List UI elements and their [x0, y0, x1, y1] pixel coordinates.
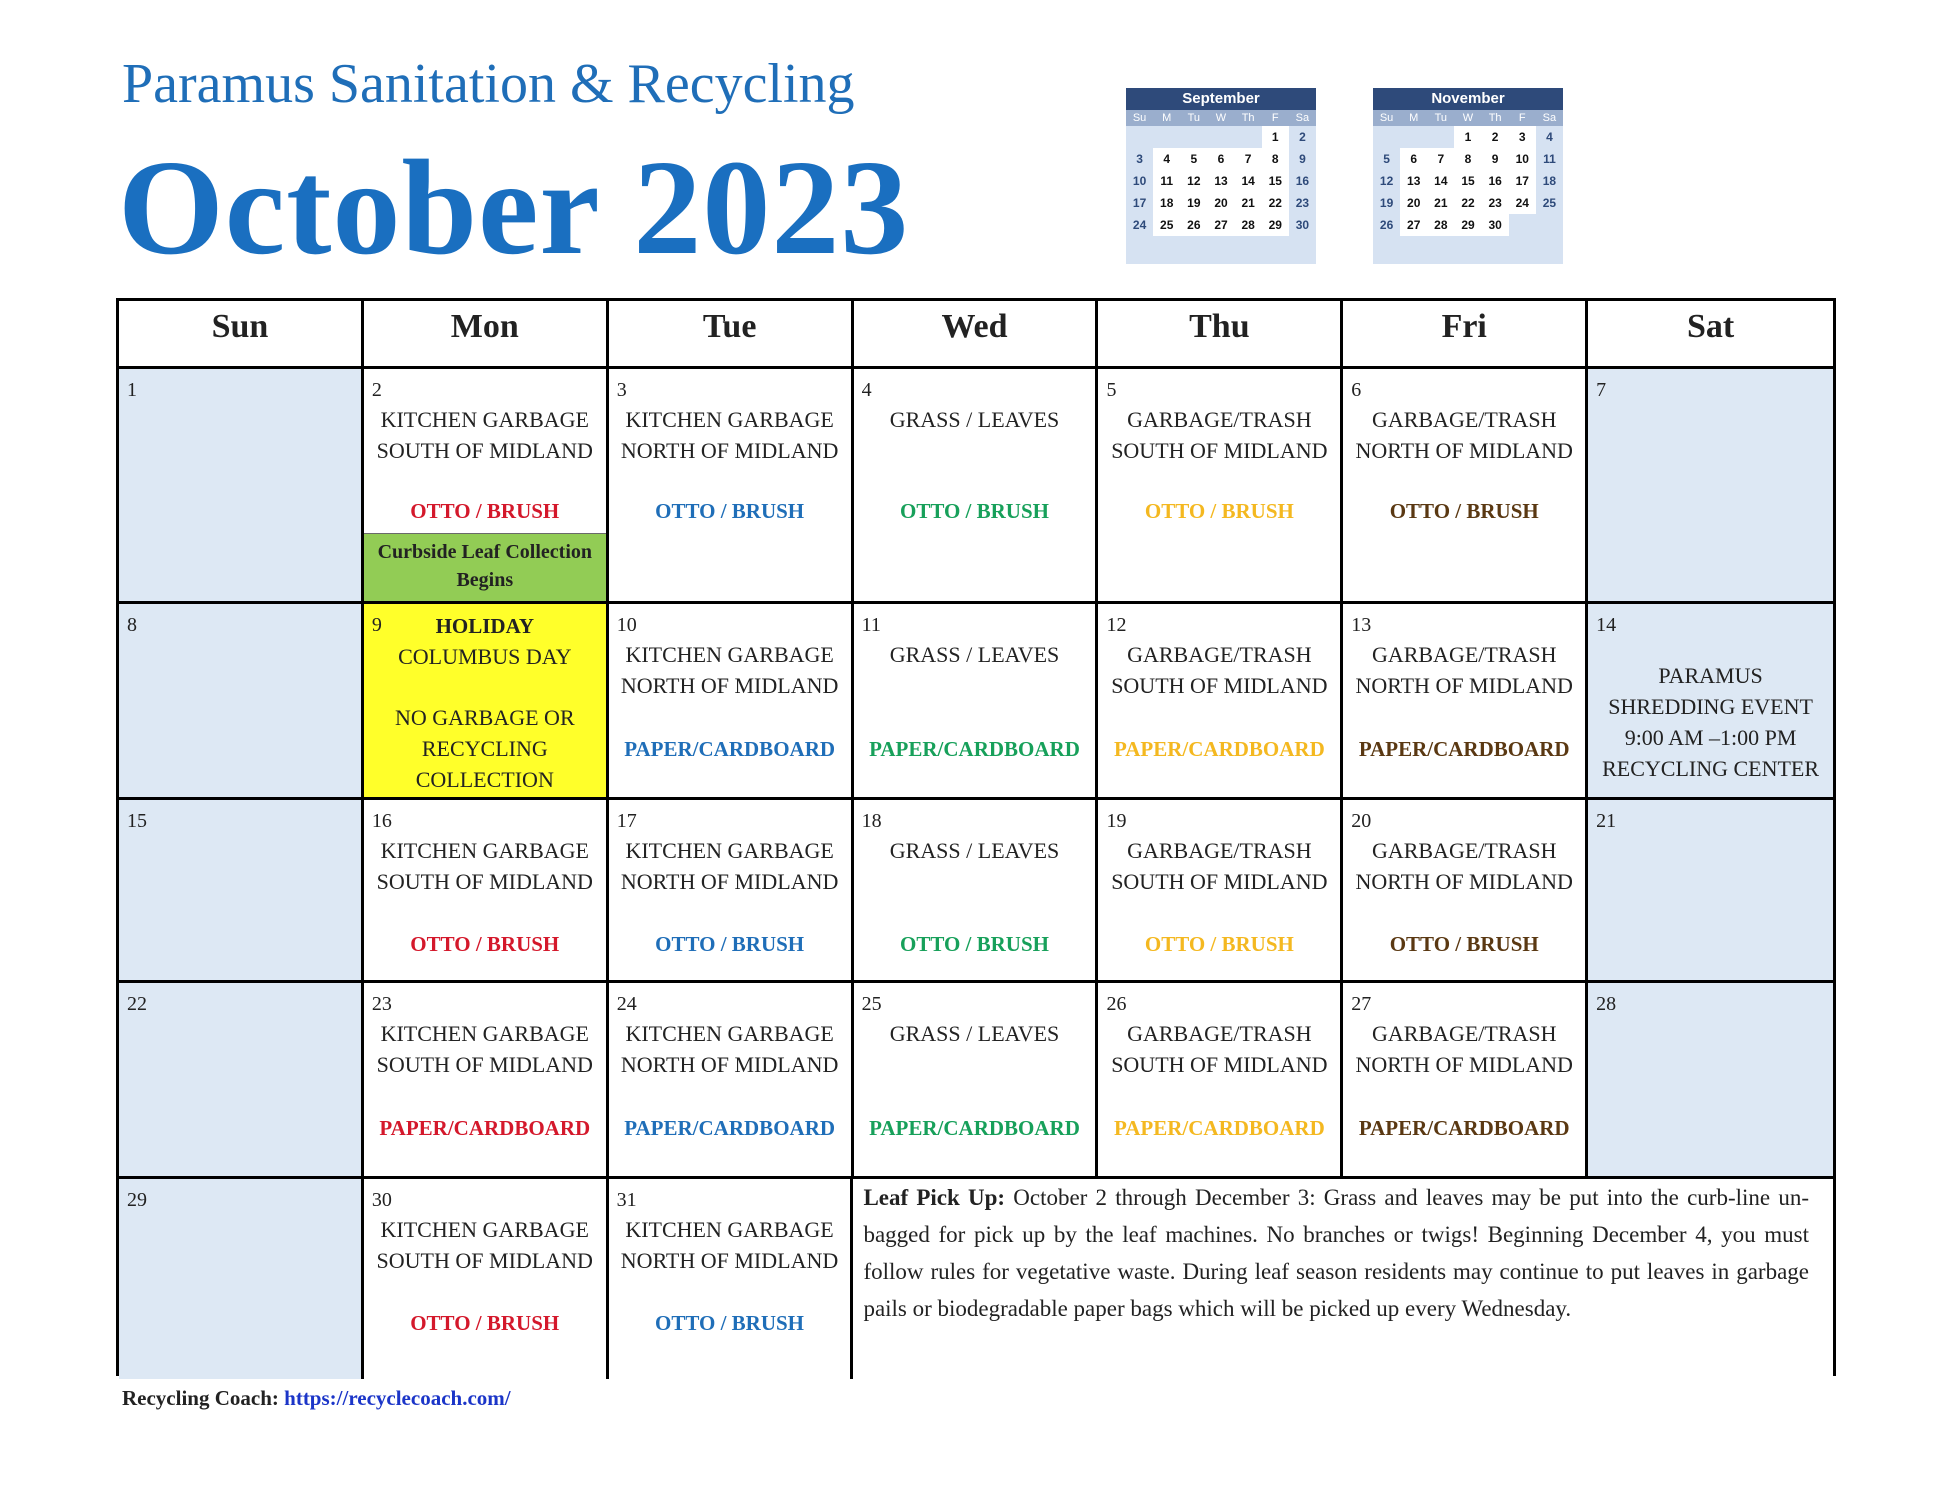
mini-day: 24 [1509, 192, 1536, 214]
mini-calendar-month: September [1126, 88, 1316, 110]
collection-type: GRASS / LEAVES [889, 838, 1060, 863]
mini-day: 23 [1289, 192, 1316, 214]
event-line: SHREDDING EVENT [1608, 694, 1813, 719]
recycling-tag: OTTO / BRUSH [655, 932, 805, 956]
mini-day-blank [1373, 126, 1400, 148]
day-cell [854, 369, 1099, 604]
day-cell [364, 1179, 609, 1379]
mini-day: 22 [1262, 192, 1289, 214]
recycling-tag: PAPER/CARDBOARD [1113, 1116, 1325, 1140]
day-cell [609, 604, 854, 800]
holiday-name: COLUMBUS DAY [398, 644, 572, 669]
day-number: 17 [616, 810, 637, 832]
mini-day: 12 [1373, 170, 1400, 192]
recycling-tag: PAPER/CARDBOARD [1113, 737, 1325, 761]
collection-type: GARBAGE/TRASH [1127, 838, 1312, 863]
recycling-tag: OTTO / BRUSH [1389, 932, 1539, 956]
day-number: 22 [127, 993, 147, 1015]
collection-area: SOUTH OF MIDLAND [376, 1248, 593, 1273]
mini-day: 1 [1262, 126, 1289, 148]
note-text: October 2 through December 3: Grass and leaves may be put into the curb-line un-bagged for pick up by the leaf machines. No branches or twigs! Beginning December 4, you must follow rules for vegetative waste. During leaf season residents may continue to put leaves in garbage pails or biodegradable paper bags which will be picked up every Wednesday. [863, 1185, 1809, 1321]
week-row [119, 604, 1833, 800]
day-cell [1588, 369, 1833, 604]
mini-day-blank [1509, 214, 1536, 236]
day-number: 26 [1106, 993, 1127, 1015]
mini-day: 20 [1207, 192, 1234, 214]
mini-day: 29 [1454, 214, 1481, 236]
recycling-tag: OTTO / BRUSH [1144, 499, 1294, 523]
recycling-tag: PAPER/CARDBOARD [1358, 1116, 1570, 1140]
mini-day: 21 [1427, 192, 1454, 214]
day-cell [364, 800, 609, 983]
mini-day-blank [1427, 126, 1454, 148]
collection-type: KITCHEN GARBAGE [625, 642, 834, 667]
collection-type: KITCHEN GARBAGE [380, 1217, 589, 1242]
mini-day: 19 [1180, 192, 1207, 214]
day-number: 9 [371, 614, 382, 636]
day-cell [1588, 604, 1833, 800]
recycling-tag: PAPER/CARDBOARD [624, 1116, 836, 1140]
mini-dow: Su [1373, 110, 1400, 126]
day-cell [1588, 983, 1833, 1179]
day-cell [1343, 369, 1588, 604]
collection-area: NORTH OF MIDLAND [1355, 1052, 1573, 1077]
day-cell [1098, 800, 1343, 983]
mini-calendar-november [1373, 88, 1563, 264]
mini-day: 3 [1126, 148, 1153, 170]
day-cell [609, 1179, 854, 1379]
day-number: 21 [1596, 810, 1617, 832]
collection-type: GARBAGE/TRASH [1371, 407, 1557, 432]
mini-day: 10 [1126, 170, 1153, 192]
collection-area: NORTH OF MIDLAND [620, 673, 839, 698]
mini-day: 6 [1207, 148, 1234, 170]
page-title: October 2023 [118, 133, 910, 283]
mini-day: 7 [1235, 148, 1262, 170]
mini-day: 8 [1262, 148, 1289, 170]
collection-type: GRASS / LEAVES [889, 407, 1060, 432]
day-number: 28 [1596, 993, 1617, 1015]
weekday-header-row [119, 301, 1833, 369]
mini-dow: Tu [1180, 110, 1207, 126]
mini-day-blank [1454, 236, 1481, 258]
mini-day: 18 [1536, 170, 1563, 192]
recycling-tag: PAPER/CARDBOARD [1358, 737, 1570, 761]
mini-day: 7 [1427, 148, 1454, 170]
recycling-tag: OTTO / BRUSH [410, 499, 560, 523]
mini-day: 6 [1400, 148, 1427, 170]
day-number: 10 [616, 614, 637, 636]
footer-label: Recycling Coach: [122, 1386, 285, 1410]
holiday-cell [364, 604, 609, 800]
day-number: 3 [616, 379, 627, 401]
day-number: 13 [1351, 614, 1372, 636]
mini-day: 27 [1400, 214, 1427, 236]
leaf-collection-banner: Curbside Leaf Collection Begins [364, 533, 606, 601]
day-number: 23 [371, 993, 392, 1015]
mini-day: 27 [1207, 214, 1234, 236]
mini-day: 14 [1235, 170, 1262, 192]
mini-day: 17 [1126, 192, 1153, 214]
day-number: 12 [1106, 614, 1127, 636]
mini-dow: M [1153, 110, 1180, 126]
mini-day-blank [1207, 236, 1234, 258]
mini-day: 16 [1482, 170, 1509, 192]
note-heading: Leaf Pick Up: [863, 1185, 1006, 1210]
mini-day: 5 [1373, 148, 1400, 170]
recycling-tag: OTTO / BRUSH [900, 499, 1049, 523]
mini-day: 19 [1373, 192, 1400, 214]
day-number: 15 [127, 810, 147, 832]
day-number: 24 [616, 993, 637, 1015]
mini-day-blank [1180, 126, 1207, 148]
recycling-tag: OTTO / BRUSH [410, 932, 560, 956]
mini-calendar-days [1373, 126, 1563, 258]
day-cell [609, 983, 854, 1179]
mini-calendar-weekdays [1373, 110, 1563, 126]
mini-day: 26 [1373, 214, 1400, 236]
holiday-notice: NO GARBAGE OR RECYCLING COLLECTION [394, 705, 575, 792]
mini-calendar-september [1126, 88, 1316, 264]
mini-day-blank [1536, 214, 1563, 236]
recycling-tag: PAPER/CARDBOARD [379, 1116, 591, 1140]
recycling-tag: OTTO / BRUSH [655, 1311, 805, 1335]
day-cell [364, 983, 609, 1179]
collection-area: SOUTH OF MIDLAND [1111, 438, 1328, 463]
day-number: 27 [1351, 993, 1372, 1015]
week-row [119, 1179, 1833, 1379]
mini-day-blank [1262, 236, 1289, 258]
mini-day: 13 [1207, 170, 1234, 192]
mini-day: 30 [1482, 214, 1509, 236]
collection-type: KITCHEN GARBAGE [625, 407, 834, 432]
day-number: 18 [861, 810, 882, 832]
collection-type: KITCHEN GARBAGE [380, 838, 589, 863]
day-cell [609, 800, 854, 983]
mini-dow: Th [1235, 110, 1262, 126]
day-cell [119, 800, 364, 983]
mini-day: 5 [1180, 148, 1207, 170]
recycling-tag: OTTO / BRUSH [410, 1311, 560, 1335]
mini-day-blank [1373, 236, 1400, 258]
mini-day: 21 [1235, 192, 1262, 214]
mini-dow: M [1400, 110, 1427, 126]
day-cell [1343, 800, 1588, 983]
mini-calendar-weekdays [1126, 110, 1316, 126]
collection-type: KITCHEN GARBAGE [625, 1217, 834, 1242]
collection-area: NORTH OF MIDLAND [620, 869, 839, 894]
mini-day: 23 [1482, 192, 1509, 214]
mini-day-blank [1482, 236, 1509, 258]
day-cell [854, 800, 1099, 983]
day-number: 11 [861, 614, 881, 636]
weekday-header: Mon [364, 301, 609, 369]
day-number: 20 [1351, 810, 1372, 832]
day-number: 6 [1351, 379, 1362, 401]
collection-type: KITCHEN GARBAGE [380, 1021, 589, 1046]
day-number: 31 [616, 1189, 637, 1211]
day-cell [609, 369, 854, 604]
collection-area: NORTH OF MIDLAND [1355, 869, 1573, 894]
recycling-tag: PAPER/CARDBOARD [869, 1116, 1080, 1140]
mini-day-blank [1289, 236, 1316, 258]
mini-day: 22 [1454, 192, 1481, 214]
mini-dow: F [1509, 110, 1536, 126]
mini-dow: W [1207, 110, 1234, 126]
day-cell [1588, 800, 1833, 983]
recycling-tag: OTTO / BRUSH [900, 932, 1049, 956]
day-cell [119, 1179, 364, 1379]
mini-day: 24 [1126, 214, 1153, 236]
day-cell [119, 604, 364, 800]
day-number: 25 [861, 993, 882, 1015]
collection-area: SOUTH OF MIDLAND [376, 438, 593, 463]
mini-day: 15 [1454, 170, 1481, 192]
mini-day: 18 [1153, 192, 1180, 214]
collection-type: GARBAGE/TRASH [1127, 642, 1312, 667]
mini-day-blank [1207, 126, 1234, 148]
recycling-tag: OTTO / BRUSH [1389, 499, 1539, 523]
footer [122, 1386, 511, 1411]
mini-day: 11 [1153, 170, 1180, 192]
mini-dow: F [1262, 110, 1289, 126]
collection-area: SOUTH OF MIDLAND [376, 1052, 593, 1077]
collection-area: NORTH OF MIDLAND [620, 1052, 839, 1077]
mini-day-blank [1126, 236, 1153, 258]
collection-area: SOUTH OF MIDLAND [1111, 673, 1328, 698]
collection-type: GARBAGE/TRASH [1127, 1021, 1312, 1046]
mini-day: 3 [1509, 126, 1536, 148]
day-number: 29 [127, 1189, 147, 1211]
collection-type: GRASS / LEAVES [889, 1021, 1060, 1046]
mini-day: 20 [1400, 192, 1427, 214]
mini-day: 9 [1482, 148, 1509, 170]
week-row [119, 369, 1833, 604]
mini-day: 15 [1262, 170, 1289, 192]
mini-day: 25 [1536, 192, 1563, 214]
day-number: 5 [1106, 379, 1117, 401]
mini-calendar-month: November [1373, 88, 1563, 110]
mini-calendar-days [1126, 126, 1316, 258]
mini-day: 1 [1454, 126, 1481, 148]
mini-day-blank [1536, 236, 1563, 258]
mini-dow: Sa [1536, 110, 1563, 126]
collection-type: KITCHEN GARBAGE [625, 838, 834, 863]
mini-day-blank [1509, 236, 1536, 258]
day-cell [1343, 983, 1588, 1179]
day-cell [854, 604, 1099, 800]
day-cell [364, 369, 609, 604]
mini-day-blank [1400, 126, 1427, 148]
day-cell [119, 983, 364, 1179]
day-number: 1 [127, 379, 137, 401]
mini-day: 2 [1289, 126, 1316, 148]
week-row [119, 800, 1833, 983]
collection-type: GRASS / LEAVES [889, 642, 1060, 667]
day-number: 4 [861, 379, 872, 401]
recycle-coach-link[interactable]: https://recyclecoach.com/ [284, 1386, 511, 1410]
recycling-tag: PAPER/CARDBOARD [624, 737, 836, 761]
mini-day-blank [1400, 236, 1427, 258]
day-cell [1343, 604, 1588, 800]
mini-day: 25 [1153, 214, 1180, 236]
day-cell [854, 983, 1099, 1179]
weekday-header: Wed [854, 301, 1099, 369]
mini-day: 30 [1289, 214, 1316, 236]
mini-day-blank [1126, 126, 1153, 148]
day-number: 14 [1596, 614, 1617, 636]
mini-day-blank [1235, 236, 1262, 258]
mini-day-blank [1180, 236, 1207, 258]
leaf-pickup-note [853, 1179, 1833, 1379]
weekday-header: Sun [119, 301, 364, 369]
weekday-header: Fri [1343, 301, 1588, 369]
day-number: 2 [371, 379, 382, 401]
mini-day: 16 [1289, 170, 1316, 192]
event-location: RECYCLING CENTER [1602, 756, 1820, 781]
collection-area: NORTH OF MIDLAND [620, 438, 839, 463]
day-cell [119, 369, 364, 604]
week-row [119, 983, 1833, 1179]
mini-day: 4 [1536, 126, 1563, 148]
weekday-header: Tue [609, 301, 854, 369]
shredding-event [1592, 660, 1829, 784]
day-cell [1098, 983, 1343, 1179]
mini-day: 12 [1180, 170, 1207, 192]
collection-type: GARBAGE/TRASH [1127, 407, 1312, 432]
collection-area: NORTH OF MIDLAND [1355, 673, 1573, 698]
weekday-header: Sat [1588, 301, 1833, 369]
mini-day: 14 [1427, 170, 1454, 192]
mini-day: 13 [1400, 170, 1427, 192]
recycling-tag: PAPER/CARDBOARD [869, 737, 1080, 761]
mini-dow: Sa [1289, 110, 1316, 126]
collection-type: GARBAGE/TRASH [1371, 838, 1557, 863]
collection-area: NORTH OF MIDLAND [1355, 438, 1573, 463]
recycling-tag: OTTO / BRUSH [1144, 932, 1294, 956]
holiday-title: HOLIDAY [435, 614, 534, 638]
mini-day: 9 [1289, 148, 1316, 170]
mini-day: 29 [1262, 214, 1289, 236]
collection-type: GARBAGE/TRASH [1371, 1021, 1557, 1046]
collection-type: GARBAGE/TRASH [1371, 642, 1557, 667]
day-number: 8 [127, 614, 137, 636]
mini-day-blank [1153, 236, 1180, 258]
mini-day-blank [1427, 236, 1454, 258]
collection-area: SOUTH OF MIDLAND [1111, 869, 1328, 894]
day-number: 19 [1106, 810, 1127, 832]
day-number: 30 [371, 1189, 392, 1211]
month-calendar [116, 298, 1836, 1376]
mini-day: 17 [1509, 170, 1536, 192]
mini-day: 2 [1482, 126, 1509, 148]
mini-day-blank [1235, 126, 1262, 148]
mini-day: 26 [1180, 214, 1207, 236]
mini-day: 10 [1509, 148, 1536, 170]
mini-dow: Su [1126, 110, 1153, 126]
mini-day: 4 [1153, 148, 1180, 170]
collection-type: KITCHEN GARBAGE [380, 407, 589, 432]
mini-dow: Th [1482, 110, 1509, 126]
collection-area: SOUTH OF MIDLAND [1111, 1052, 1328, 1077]
day-cell [1098, 369, 1343, 604]
mini-day: 11 [1536, 148, 1563, 170]
collection-area: SOUTH OF MIDLAND [376, 869, 593, 894]
page-subtitle: Paramus Sanitation & Recycling [122, 53, 855, 115]
collection-area: NORTH OF MIDLAND [620, 1248, 839, 1273]
event-time: 9:00 AM –1:00 PM [1624, 725, 1797, 750]
mini-day: 28 [1427, 214, 1454, 236]
mini-day-blank [1153, 126, 1180, 148]
collection-type: KITCHEN GARBAGE [625, 1021, 834, 1046]
mini-day: 8 [1454, 148, 1481, 170]
day-cell [1098, 604, 1343, 800]
weekday-header: Thu [1098, 301, 1343, 369]
recycling-tag: OTTO / BRUSH [655, 499, 805, 523]
day-number: 7 [1596, 379, 1607, 401]
mini-dow: W [1454, 110, 1481, 126]
day-number: 16 [371, 810, 392, 832]
mini-dow: Tu [1427, 110, 1454, 126]
event-line: PARAMUS [1658, 663, 1763, 688]
mini-day: 28 [1235, 214, 1262, 236]
